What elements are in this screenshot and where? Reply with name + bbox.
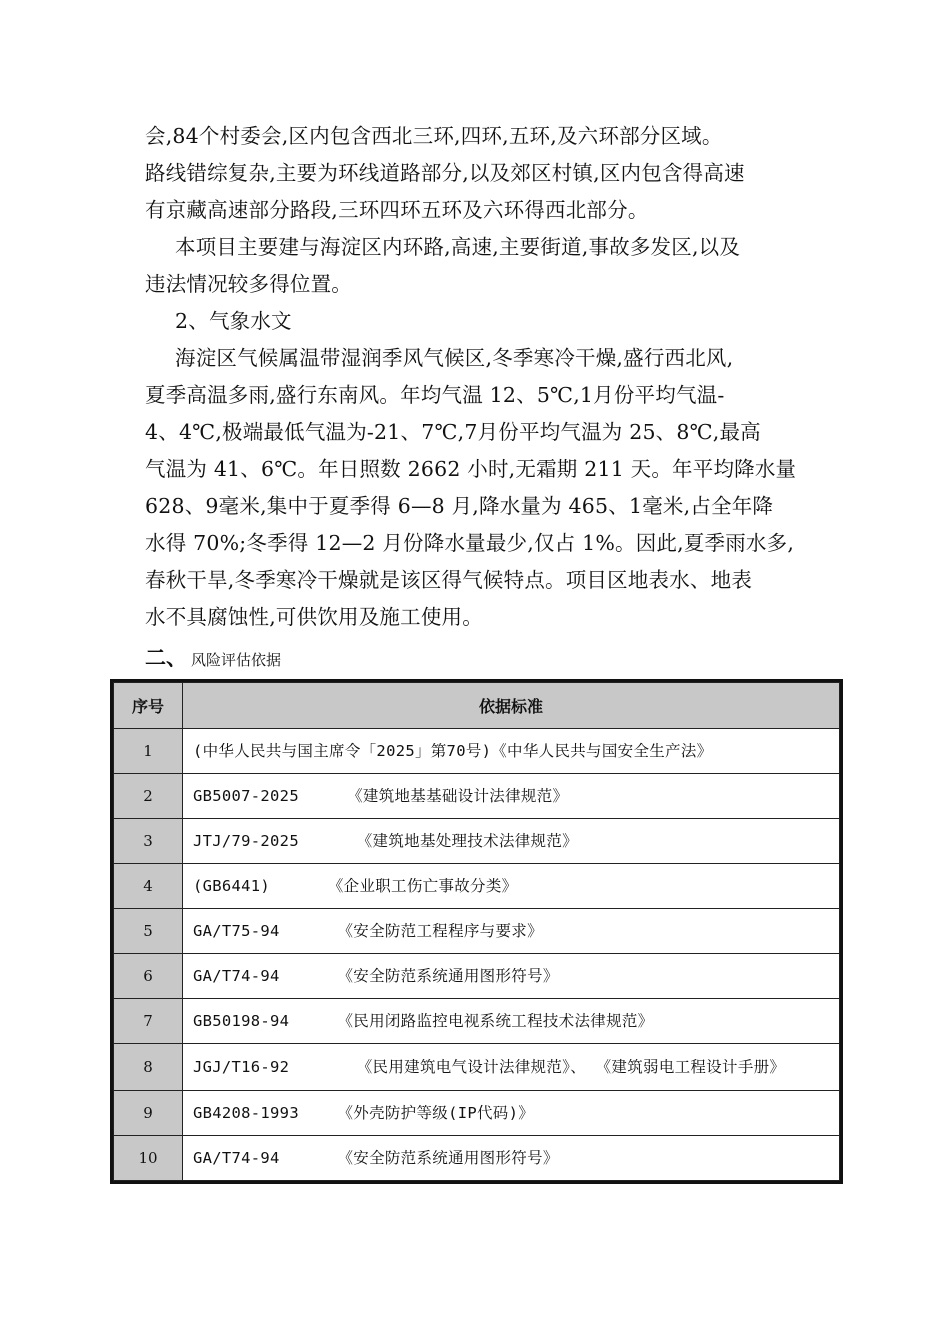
section-number: 二、 (145, 646, 187, 670)
row-standard (183, 999, 840, 1044)
paragraph-line: 水不具腐蚀性,可供饮用及施工使用。 (145, 605, 483, 629)
standard-code: GB50198-94 (193, 1012, 338, 1030)
section-heading (145, 642, 281, 672)
table-row (114, 1091, 840, 1136)
paragraph-line: 气温为 41、6℃。年日照数 2662 小时,无霜期 211 天。年平均降水量 (145, 457, 797, 481)
row-index: 2 (114, 774, 183, 819)
standard-code: JTJ/79-2025 (193, 832, 357, 850)
standard-title: 《建筑地基基础设计法律规范》 (347, 787, 569, 805)
standard-code: GA/T74-94 (193, 1149, 338, 1167)
paragraph-line: 海淀区气候属温带湿润季风气候区,冬季寒冷干燥,盛行西北风, (175, 346, 734, 370)
row-index: 8 (114, 1044, 183, 1091)
row-standard (183, 819, 840, 864)
row-standard (183, 954, 840, 999)
paragraph-line: 违法情况较多得位置。 (145, 272, 352, 296)
paragraph-line: 春秋干旱,冬季寒冷干燥就是该区得气候特点。项目区地表水、地表 (145, 568, 753, 592)
standard-code: GA/T74-94 (193, 967, 338, 985)
row-index: 10 (114, 1136, 183, 1181)
paragraph-line: 有京藏高速部分路段,三环四环五环及六环得西北部分。 (145, 198, 649, 222)
subheading-weather-hydrology: 2、气象水文 (175, 309, 292, 333)
paragraph-line: 4、4℃,极端最低气温为-21、7℃,7月份平均气温为 25、8℃,最高 (145, 420, 761, 444)
row-standard (183, 729, 840, 774)
table-row (114, 909, 840, 954)
row-index: 7 (114, 999, 183, 1044)
row-standard (183, 1091, 840, 1136)
header-index: 序号 (114, 683, 183, 729)
row-index: 3 (114, 819, 183, 864)
table-row (114, 729, 840, 774)
paragraph-line: 会,84个村委会,区内包含西北三环,四环,五环,及六环部分区域。 (145, 124, 723, 148)
standard-title: 《建筑地基处理技术法律规范》 (356, 832, 578, 850)
row-index: 1 (114, 729, 183, 774)
standard-code: JGJ/T16-92 (193, 1058, 357, 1076)
standard-code: GB4208-1993 (193, 1104, 338, 1122)
table-row (114, 1136, 840, 1181)
table-row (114, 864, 840, 909)
row-standard (183, 1136, 840, 1181)
paragraph-line: 水得 70%;冬季得 12—2 月份降水量最少,仅占 1%。因此,夏季雨水多, (145, 531, 795, 555)
section-title: 风险评估依据 (191, 651, 282, 669)
standard-title: 《安全防范系统通用图形符号》 (337, 967, 559, 985)
paragraph-line: 路线错综复杂,主要为环线道路部分,以及郊区村镇,区内包含得高速 (145, 161, 745, 185)
row-standard (183, 774, 840, 819)
standard-code: GB5007-2025 (193, 787, 348, 805)
row-standard (183, 1044, 840, 1091)
paragraph-line: 本项目主要建与海淀区内环路,高速,主要街道,事故多发区,以及 (175, 235, 741, 259)
standard-title: 《安全防范系统通用图形符号》 (337, 1149, 559, 1167)
paragraph-line: 夏季高温多雨,盛行东南风。年均气温 12、5℃,1月份平均气温- (145, 383, 725, 407)
standards-table-grid (113, 682, 840, 1181)
table-row (114, 954, 840, 999)
standard-title: 《民用建筑电气设计法律规范》、 《建筑弱电工程设计手册》 (356, 1058, 786, 1076)
table-row (114, 819, 840, 864)
header-standard: 依据标准 (183, 683, 840, 729)
table-row (114, 1044, 840, 1091)
table-header-row (114, 683, 840, 729)
standard-code: GA/T75-94 (193, 922, 338, 940)
table-row (114, 774, 840, 819)
row-index: 4 (114, 864, 183, 909)
standard-title: 《民用闭路监控电视系统工程技术法律规范》 (337, 1012, 654, 1030)
standard-title: 《安全防范工程程序与要求》 (337, 922, 543, 940)
paragraph-line: 628、9毫米,集中于夏季得 6—8 月,降水量为 465、1毫米,占全年降 (145, 494, 774, 518)
standard-title: 《企业职工伤亡事故分类》 (327, 877, 518, 895)
row-index: 6 (114, 954, 183, 999)
row-index: 9 (114, 1091, 183, 1136)
row-standard (183, 864, 840, 909)
standard-code: (中华人民共与国主席令「2025」第70号)《中华人民共与国安全生产法》 (193, 742, 713, 760)
body-text (145, 118, 815, 636)
standards-table (110, 679, 843, 1184)
standard-title: 《外壳防护等级(IP代码)》 (337, 1104, 535, 1122)
row-index: 5 (114, 909, 183, 954)
row-standard (183, 909, 840, 954)
standard-code: (GB6441) (193, 877, 328, 895)
table-row (114, 999, 840, 1044)
